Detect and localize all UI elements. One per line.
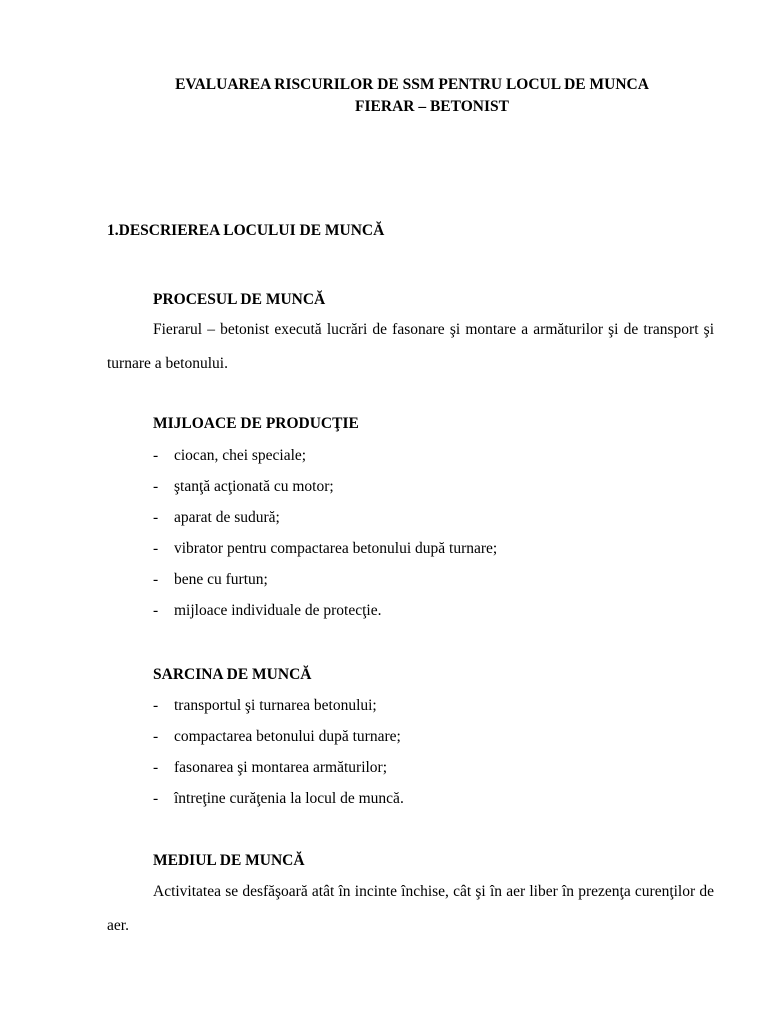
list-item: [153, 600, 497, 631]
list-item-text: transportul şi turnarea betonului;: [174, 697, 377, 714]
list-item: [153, 507, 497, 538]
environment-heading: MEDIUL DE MUNCĂ: [153, 852, 305, 869]
task-heading: SARCINA DE MUNCĂ: [153, 666, 312, 683]
list-item-text: vibrator pentru compactarea betonului după turnare;: [174, 540, 498, 557]
list-item-text: mijloace individuale de protecţie.: [174, 602, 382, 619]
list-bullet: -: [153, 478, 159, 495]
list-item: [153, 476, 497, 507]
list-bullet: -: [153, 602, 159, 619]
document-title-line1: EVALUAREA RISCURILOR DE SSM PENTRU LOCUL DE MUNCA: [175, 76, 649, 93]
section-heading: 1.DESCRIEREA LOCULUI DE MUNCĂ: [107, 222, 385, 239]
list-item-text: întreţine curăţenia la locul de muncă.: [174, 790, 404, 807]
list-bullet: -: [153, 759, 159, 776]
list-item-text: aparat de sudură;: [174, 509, 280, 526]
task-list: [153, 695, 404, 819]
list-bullet: -: [153, 509, 159, 526]
process-paragraph: Fierarul – betonist execută lucrări de fasonare şi montare a armăturilor şi de transport şi turnare a betonului.: [107, 321, 714, 372]
list-bullet: -: [153, 697, 159, 714]
list-item-text: fasonarea şi montarea armăturilor;: [174, 759, 388, 776]
list-item: [153, 788, 404, 819]
list-item-text: ciocan, chei speciale;: [174, 447, 307, 464]
list-bullet: -: [153, 540, 159, 557]
list-item: [153, 538, 497, 569]
process-heading: PROCESUL DE MUNCĂ: [153, 291, 326, 308]
list-bullet: -: [153, 447, 159, 464]
list-item: [153, 445, 497, 476]
list-item-text: compactarea betonului după turnare;: [174, 728, 401, 745]
list-item-text: ştanţă acţionată cu motor;: [174, 478, 334, 495]
list-item-text: bene cu furtun;: [174, 571, 268, 588]
list-item: [153, 695, 404, 726]
list-bullet: -: [153, 728, 159, 745]
means-list: [153, 445, 497, 631]
list-bullet: -: [153, 571, 159, 588]
list-bullet: -: [153, 790, 159, 807]
document-title-line2: FIERAR – BETONIST: [355, 98, 509, 115]
list-item: [153, 757, 404, 788]
list-item: [153, 569, 497, 600]
list-item: [153, 726, 404, 757]
means-heading: MIJLOACE DE PRODUCŢIE: [153, 415, 359, 432]
environment-paragraph: Activitatea se desfăşoară atât în incinte închise, cât şi în aer liber în prezenţa curenţilor de aer.: [107, 883, 714, 934]
